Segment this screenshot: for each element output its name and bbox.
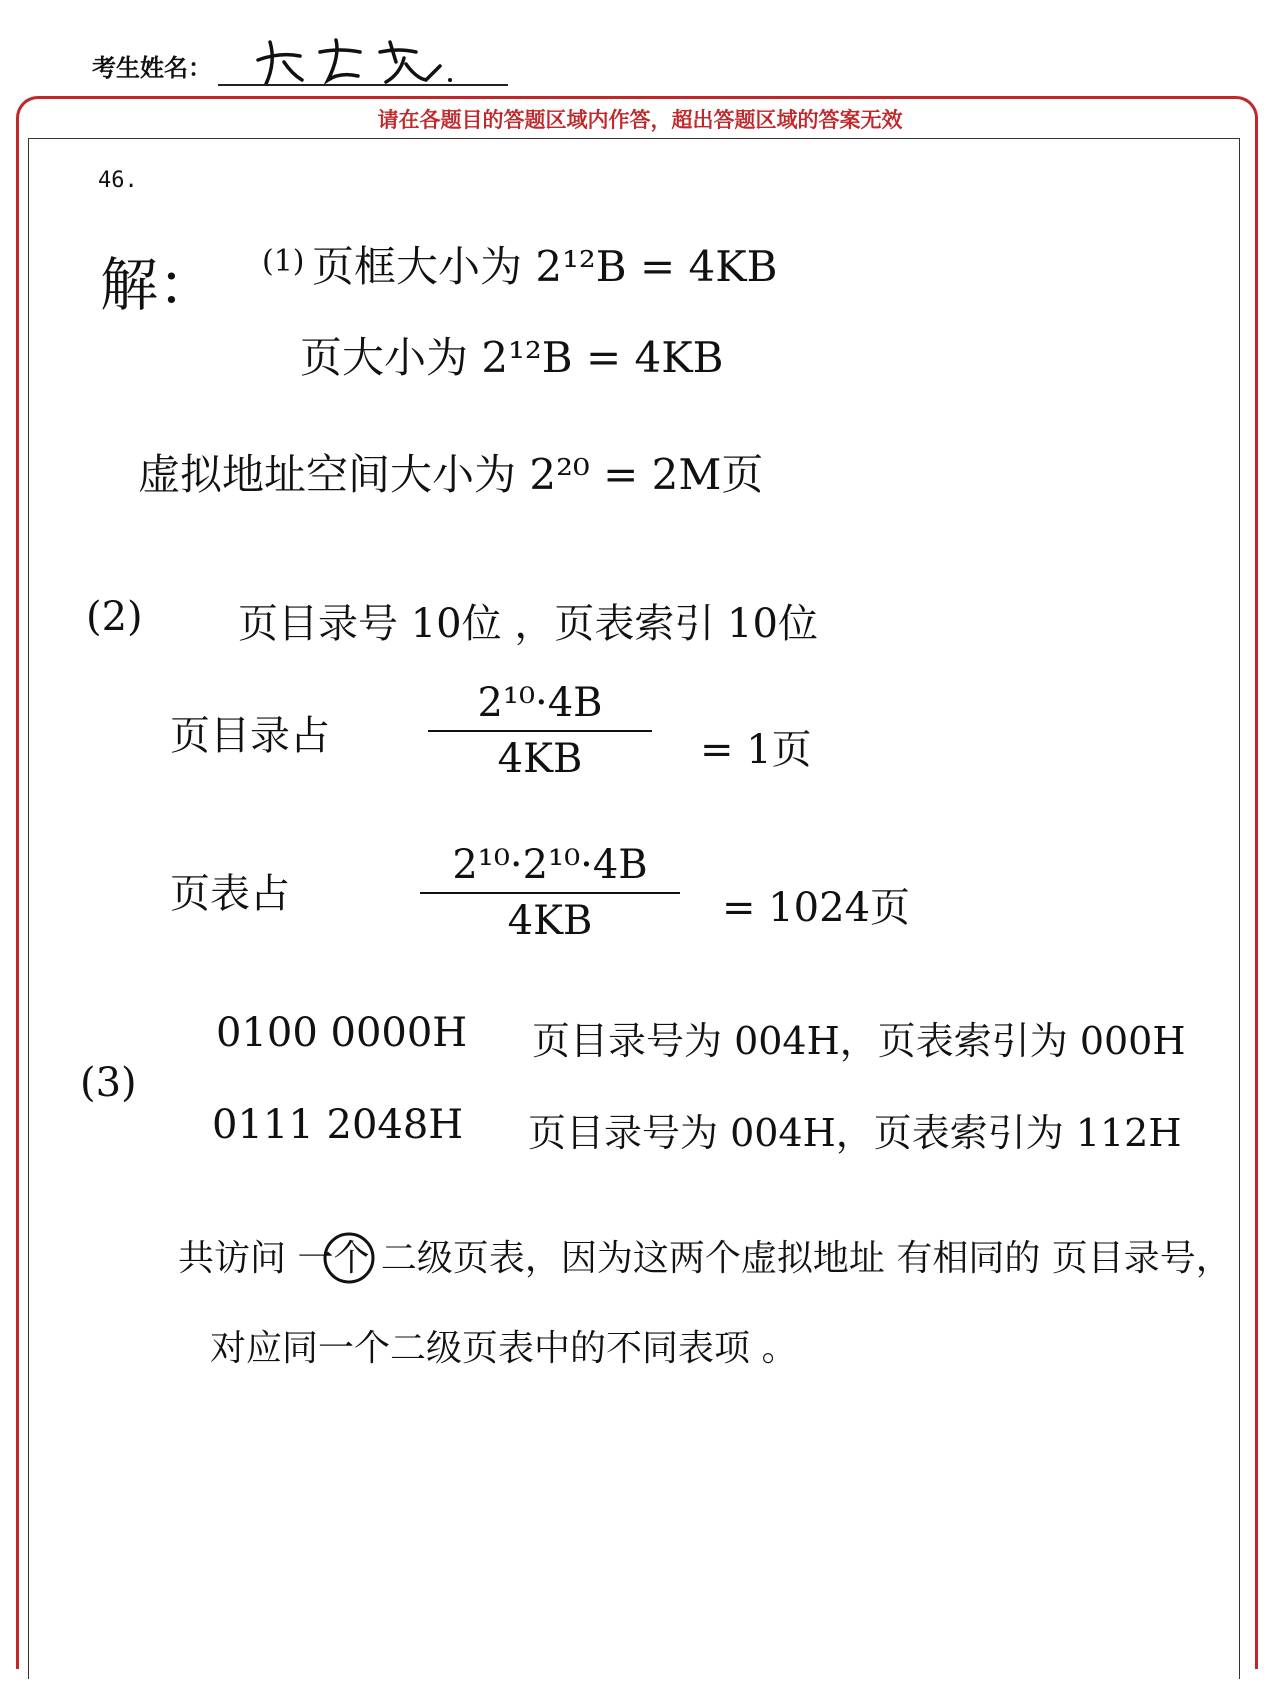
- part2-dir-label: 页目录占: [170, 713, 330, 759]
- part2-table-numerator: 2¹⁰·2¹⁰·4B: [452, 842, 648, 888]
- part3-addr2: 0111 2048H: [212, 1102, 464, 1148]
- answer-prefix: 解：: [100, 251, 217, 319]
- part2-dir-fraction: [428, 680, 652, 782]
- examinee-name-signature: [240, 22, 500, 92]
- part2-dir-result: = 1页: [700, 727, 812, 773]
- fraction-bar: [428, 730, 652, 732]
- part2-label: (2): [86, 594, 143, 640]
- part2-table-denominator: 4KB: [507, 898, 593, 944]
- part1-page-size: 页大小为 2¹²B = 4KB: [300, 333, 724, 382]
- part2-bits: 页目录号 10位 ，页表索引 10位: [238, 601, 818, 647]
- part1-virtual-space: 虚拟地址空间大小为 2²⁰ = 2M页: [138, 450, 764, 499]
- question-number: 46.: [98, 168, 138, 193]
- examinee-name-underline: [218, 84, 508, 86]
- part1-frame-size: 页框大小为 2¹²B = 4KB: [312, 242, 778, 291]
- answer-area-notice: 请在各题目的答题区域内作答，超出答题区域的答案无效: [377, 108, 903, 132]
- examinee-name-label: 考生姓名：: [92, 54, 212, 82]
- part2-table-fraction: [420, 842, 680, 944]
- part2-table-label: 页表占: [170, 871, 290, 917]
- part3-conclusion-line1: 共访问 一个 二级页表，因为这两个虚拟地址 有相同的 页目录号，: [178, 1238, 1232, 1279]
- fraction-bar: [420, 892, 680, 894]
- part3-addr1: 0100 0000H: [216, 1010, 468, 1056]
- part3-label: (3): [80, 1060, 137, 1106]
- part2-dir-numerator: 2¹⁰·4B: [477, 680, 603, 726]
- part1-label: (1): [262, 244, 305, 279]
- part3-addr1-desc: 页目录号为 004H，页表索引为 000H: [532, 1019, 1186, 1063]
- part2-dir-denominator: 4KB: [497, 736, 583, 782]
- part3-addr2-desc: 页目录号为 004H，页表索引为 112H: [528, 1111, 1182, 1155]
- part3-conclusion-line2: 对应同一个二级页表中的不同表项 。: [210, 1328, 798, 1369]
- part2-table-result: = 1024页: [722, 885, 911, 931]
